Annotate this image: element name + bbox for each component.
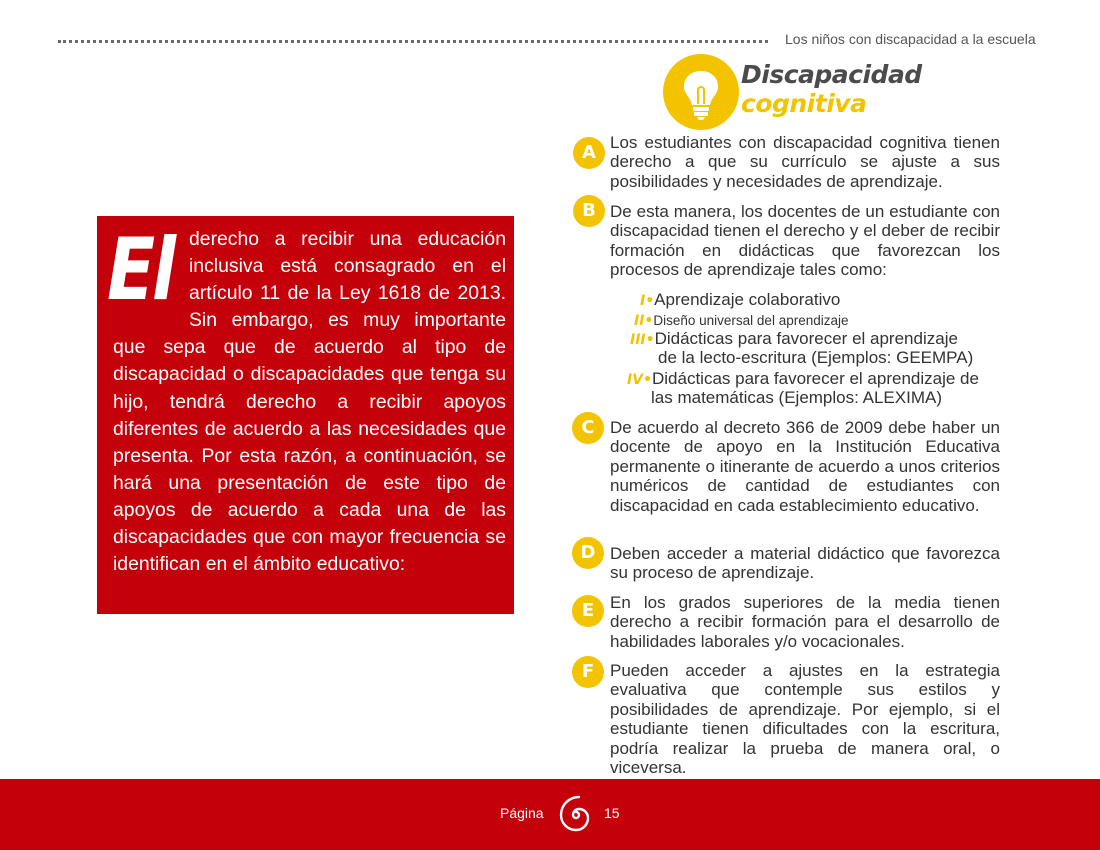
item-b-text: De esta manera, los docentes de un estudiante con discapacidad tienen el derecho y el deber de recibir formación en didácticas que favorezcan los procesos de aprendizaje tales como: [610,202,1000,280]
header-divider [58,40,768,43]
subitem-2: II•Diseño universal del aprendizaje [634,313,849,329]
footer-page-number: 15 [604,805,620,821]
intro-dropcap: El [107,220,173,320]
item-f-badge: F [572,656,604,688]
subitem-4: IV•Didácticas para favorecer el aprendizaje de [627,369,979,388]
subitem-3-line2: de la lecto-escritura (Ejemplos: GEEMPA) [658,348,974,367]
item-e-text: En los grados superiores de la media tienen derecho a recibir formación para el desarrollo de habilidades laborales y/o vocacionales. [610,593,1000,651]
footer-bar [0,779,1100,850]
spiral-logo-icon [554,793,598,837]
subitem-4-text: Didácticas para favorecer el aprendizaje de [652,369,979,388]
subitem-1-num: I [640,293,646,309]
item-b-badge: B [573,195,605,227]
item-f-text: Pueden acceder a ajustes en la estrategia evaluativa que contemple sus estilos y posibilidades de aprendizaje. Por ejemplo, si el estudiante tienen dificultades con la escritura, podría realizar la prueba de manera oral, o viceversa. [610,661,1000,778]
subitem-3: III•Didácticas para favorecer el aprendizaje [630,329,958,348]
subitem-2-text: Diseño universal del aprendizaje [653,313,849,328]
subitem-3-num: III [630,332,646,348]
lightbulb-icon [663,54,739,130]
item-a-text: Los estudiantes con discapacidad cognitiva tienen derecho a que su currículo se ajuste a sus posibilidades y necesidades de aprendizaje. [610,133,1000,191]
item-e-badge: E [572,595,604,627]
item-c-badge: C [572,412,604,444]
item-a-badge: A [573,137,605,169]
item-d-text: Deben acceder a material didáctico que favorezca su proceso de aprendizaje. [610,544,1000,583]
subitem-4-num: IV [627,372,644,388]
section-heading [741,60,922,118]
section-title-line2: cognitiva [741,89,867,118]
intro-box [97,216,514,614]
subitem-4-line2: las matemáticas (Ejemplos: ALEXIMA) [651,388,942,407]
subitem-2-num: II [634,313,645,329]
subitem-1-text: Aprendizaje colaborativo [654,290,841,309]
intro-text: derecho a recibir una educación inclusiva está consagrado en el artículo 11 de la Ley 1618 de 2013. Sin embargo, es muy importante que sepa que de acuerdo al tipo de discapacidad o discapacidades que tenga su hijo, tendrá derecho a recibir apoyos diferentes de acuerdo a las necesidades que presenta. Por esta razón, a continuación, se hará una presentación de este tipo de apoyos de acuerdo a cada una de las discapacidades que con mayor frecuencia se identifican en el ámbito educativo: [113,228,506,576]
subitem-1: I•Aprendizaje colaborativo [640,290,841,309]
section-title-line1: Discapacidad [741,60,922,89]
header-title: Los niños con discapacidad a la escuela [785,31,1036,47]
item-c-text: De acuerdo al decreto 366 de 2009 debe haber un docente de apoyo en la Institución Educativa permanente o itinerante de acuerdo a unos criterios numéricos de cantidad de estudiantes con discapacidad en cada establecimiento educativo. [610,418,1000,515]
subitem-3-text: Didácticas para favorecer el aprendizaje [654,329,958,348]
item-d-badge: D [572,537,604,569]
footer-page-label: Página [500,805,544,821]
